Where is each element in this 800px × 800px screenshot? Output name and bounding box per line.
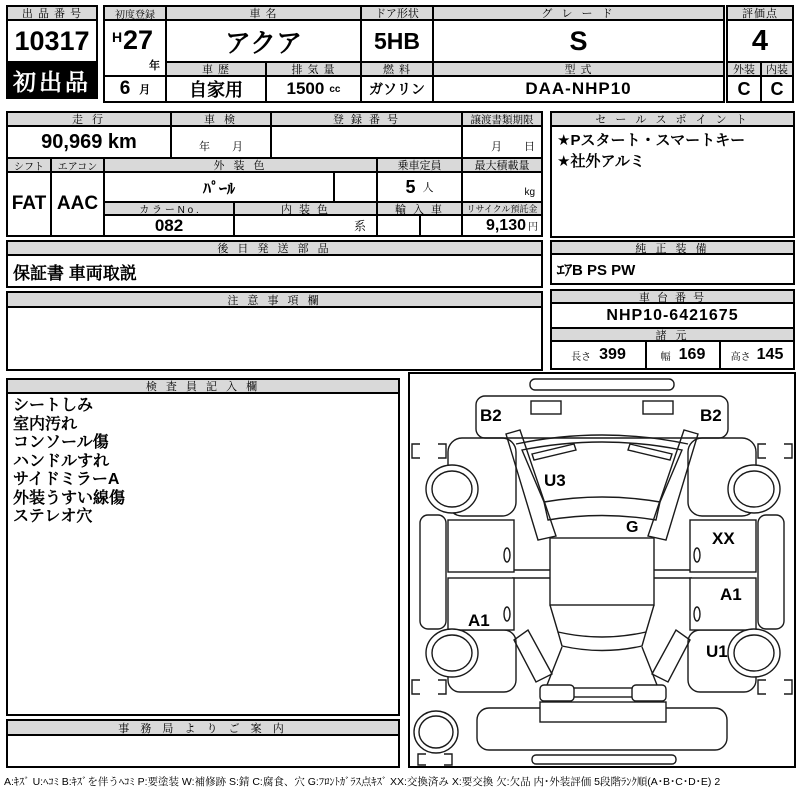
era-letter: H xyxy=(112,29,123,45)
registration-number xyxy=(270,125,463,159)
top-section xyxy=(6,5,795,103)
damage-label-u1: U1 xyxy=(706,642,728,661)
c-pillar-left xyxy=(514,630,552,682)
wheel-front-right xyxy=(728,465,780,513)
car-damage-diagram xyxy=(410,374,794,766)
wheel-rear-right xyxy=(728,629,780,677)
shaken-date: 年 月 xyxy=(170,125,272,159)
displacement-header: 排 気 量 xyxy=(265,61,362,77)
wheel-rear-left xyxy=(426,629,478,677)
color-no: 082 xyxy=(103,214,235,237)
bracket-bottom-right xyxy=(758,680,792,694)
roof xyxy=(550,538,654,605)
fuel-header: 燃 料 xyxy=(360,61,434,77)
specs-header: 諸 元 xyxy=(550,327,795,342)
exterior-color-header: 外 装 色 xyxy=(103,157,378,173)
car-name-header: 車 名 xyxy=(165,5,362,21)
chassis-number-header: 車 台 番 号 xyxy=(550,289,795,304)
b-pillar-right xyxy=(654,570,692,578)
tailgate-slant-right xyxy=(642,647,657,685)
office-box xyxy=(6,734,400,768)
sales-points-header: セ ー ル ス ポ イ ン ト xyxy=(550,111,795,127)
bracket-bottom-left xyxy=(412,680,446,694)
interior-color: 系 xyxy=(233,214,378,237)
model-code-header: 型 式 xyxy=(432,61,725,77)
recycle-fee-header: リサイクル預託金 xyxy=(461,201,543,216)
inspector-item: 室内汚れ xyxy=(13,415,78,433)
wheel-front-left xyxy=(426,465,478,513)
width-value: 169 xyxy=(678,346,706,363)
notes-box xyxy=(6,306,543,371)
inspector-item: ハンドルすれ xyxy=(13,452,110,470)
spec-width xyxy=(645,340,721,370)
damage-label-g: G xyxy=(626,519,639,536)
fuel: ガソリン xyxy=(360,75,434,103)
year-unit: 年 xyxy=(149,60,160,72)
import-cell-a xyxy=(376,214,421,237)
sill-left xyxy=(420,515,446,629)
damage-label-a1-left: A1 xyxy=(468,611,490,630)
tail-lamp-bar xyxy=(572,688,634,697)
rear-lower-strip xyxy=(532,755,676,764)
door-shape-header: ドア形状 xyxy=(360,5,434,21)
exterior-color-extra xyxy=(333,171,378,203)
info-section xyxy=(6,111,543,237)
length-value: 399 xyxy=(599,346,626,363)
model-code: DAA-NHP10 xyxy=(432,75,725,103)
sales-points-section xyxy=(550,111,795,238)
inspector-header: 検 査 員 記 入 欄 xyxy=(6,378,400,394)
damage-label-xx: XX xyxy=(712,529,735,548)
damage-label-b2-left: B2 xyxy=(480,406,502,425)
car-name: アクア xyxy=(165,19,362,63)
recycle-fee-value: 9,130 xyxy=(485,216,526,234)
tail-lamp-left xyxy=(540,685,574,701)
height-value: 145 xyxy=(756,346,784,363)
interior-color-header: 内 装 色 xyxy=(233,201,378,216)
chassis-number: NHP10-6421675 xyxy=(550,302,795,329)
sill-right xyxy=(758,515,784,629)
length-label: 長さ xyxy=(571,351,592,363)
front-door-left xyxy=(448,520,514,572)
inspector-item: コンソール傷 xyxy=(13,434,109,451)
headlight-right xyxy=(643,401,673,414)
auction-number-header: 出 品 番 号 xyxy=(6,5,98,21)
first-registration-header: 初度登録 xyxy=(103,5,167,21)
aircon-header: エアコン xyxy=(50,157,105,173)
parts-header: 後 日 発 送 部 品 xyxy=(6,240,543,256)
capacity-unit: 人 xyxy=(422,182,434,194)
parts-section xyxy=(6,240,543,288)
registration-number-header: 登 録 番 号 xyxy=(270,111,463,127)
shaken-header: 車 検 xyxy=(170,111,272,127)
inspector-item: 外装うすい線傷 xyxy=(13,489,126,507)
capacity-value: 5 xyxy=(405,176,416,197)
color-no-header: カ ラ ー N o . xyxy=(103,201,235,216)
spec-height xyxy=(719,340,795,370)
grade-header: グ レ ー ド xyxy=(432,5,725,21)
damage-label-u3: U3 xyxy=(544,471,566,490)
c-pillar-right xyxy=(652,630,690,682)
windshield-base-band xyxy=(544,502,660,520)
mileage-header: 走 行 xyxy=(6,111,172,127)
tailgate-slant-left xyxy=(547,647,562,685)
equipment-value: ｴｱB PS PW xyxy=(550,253,795,285)
spec-length xyxy=(550,340,647,370)
first-registration-month xyxy=(103,75,167,103)
score: 4 xyxy=(726,19,794,63)
transfer-docs-date: 月 日 xyxy=(461,125,543,159)
damage-label-b2-right: B2 xyxy=(700,406,722,425)
exterior-grade: C xyxy=(726,75,762,103)
max-load-header: 最大積載量 xyxy=(461,157,543,173)
exterior-color: ﾊﾟｰﾙ xyxy=(103,171,335,203)
grade: S xyxy=(432,19,725,63)
sales-points-box xyxy=(550,125,795,238)
notes-section xyxy=(6,291,543,371)
bracket-spare xyxy=(418,754,452,765)
rear-window xyxy=(550,605,654,637)
parts-value: 保証書 車両取説 xyxy=(6,254,543,288)
first-registration-year xyxy=(103,19,167,77)
headlight-left xyxy=(531,401,561,414)
inspector-section xyxy=(6,378,400,716)
import-header: 輸 入 車 xyxy=(376,201,463,216)
tailgate-lower xyxy=(540,702,666,722)
era-year: 27 xyxy=(123,25,154,55)
interior-grade: C xyxy=(760,75,794,103)
interior-grade-header: 内装 xyxy=(760,61,794,77)
chassis-section xyxy=(550,289,795,370)
mirror-bracket-top-left xyxy=(412,444,446,458)
sales-point-item: ★社外アルミ xyxy=(557,153,645,170)
office-section xyxy=(6,719,400,768)
month-unit: 月 xyxy=(139,84,151,96)
exterior-grade-header: 外装 xyxy=(726,61,762,77)
mirror-bracket-top-right xyxy=(758,444,792,458)
recycle-fee xyxy=(461,214,543,237)
damage-diagram-box xyxy=(408,372,796,768)
import-cell-b xyxy=(419,214,463,237)
equipment-header: 純 正 装 備 xyxy=(550,240,795,255)
mileage: 90,969 km xyxy=(6,125,172,159)
damage-code-legend: A:ｷｽﾞ U:ﾍｺﾐ B:ｷｽﾞを伴うﾍｺﾐ P:要塗装 W:補修跡 S:錆 C:腐食、穴 G:ﾌﾛﾝﾄｶﾞﾗｽ点ｷｽﾞ XX:交換済み X:要交換 欠:欠品 内･外装評価 5段階ﾗﾝｸ順(A･B･C･D･E) 2 xyxy=(4,776,721,788)
displacement-value: 1500 xyxy=(286,79,325,98)
spare-wheel xyxy=(414,711,458,753)
b-pillar-left xyxy=(512,570,550,578)
width-label: 幅 xyxy=(660,351,671,363)
tail-lamp-right xyxy=(632,685,666,701)
aircon: AAC xyxy=(50,171,105,237)
inspector-box xyxy=(6,392,400,716)
door-shape: 5HB xyxy=(360,19,434,63)
inspector-item: サイドミラーA xyxy=(13,471,120,488)
shift-header: シフト xyxy=(6,157,52,173)
sales-point-item: ★Pスタート・スマートキー xyxy=(557,132,746,149)
displacement xyxy=(265,75,362,103)
displacement-unit: cc xyxy=(329,83,341,95)
inspector-item: ステレオ穴 xyxy=(13,508,93,525)
car-history: 自家用 xyxy=(165,75,267,103)
damage-label-a1-right: A1 xyxy=(720,585,742,604)
max-load: kg xyxy=(461,171,543,203)
equipment-section xyxy=(550,240,795,285)
inspector-item: シートしみ xyxy=(13,397,94,414)
car-history-header: 車 歴 xyxy=(165,61,267,77)
capacity xyxy=(376,171,463,203)
recycle-fee-unit: 円 xyxy=(528,222,538,233)
auction-number: 10317 xyxy=(6,19,98,63)
first-listing-badge: 初出品 xyxy=(6,61,98,99)
transfer-docs-header: 譲渡書類期限 xyxy=(461,111,543,127)
shift: FAT xyxy=(6,171,52,237)
capacity-header: 乗車定員 xyxy=(376,157,463,173)
month-value: 6 xyxy=(119,78,131,99)
notes-header: 注 意 事 項 欄 xyxy=(6,291,543,308)
office-header: 事 務 局 よ り ご 案 内 xyxy=(6,719,400,736)
score-header: 評価点 xyxy=(726,5,794,21)
height-label: 高さ xyxy=(730,351,751,363)
front-bumper xyxy=(530,379,674,390)
